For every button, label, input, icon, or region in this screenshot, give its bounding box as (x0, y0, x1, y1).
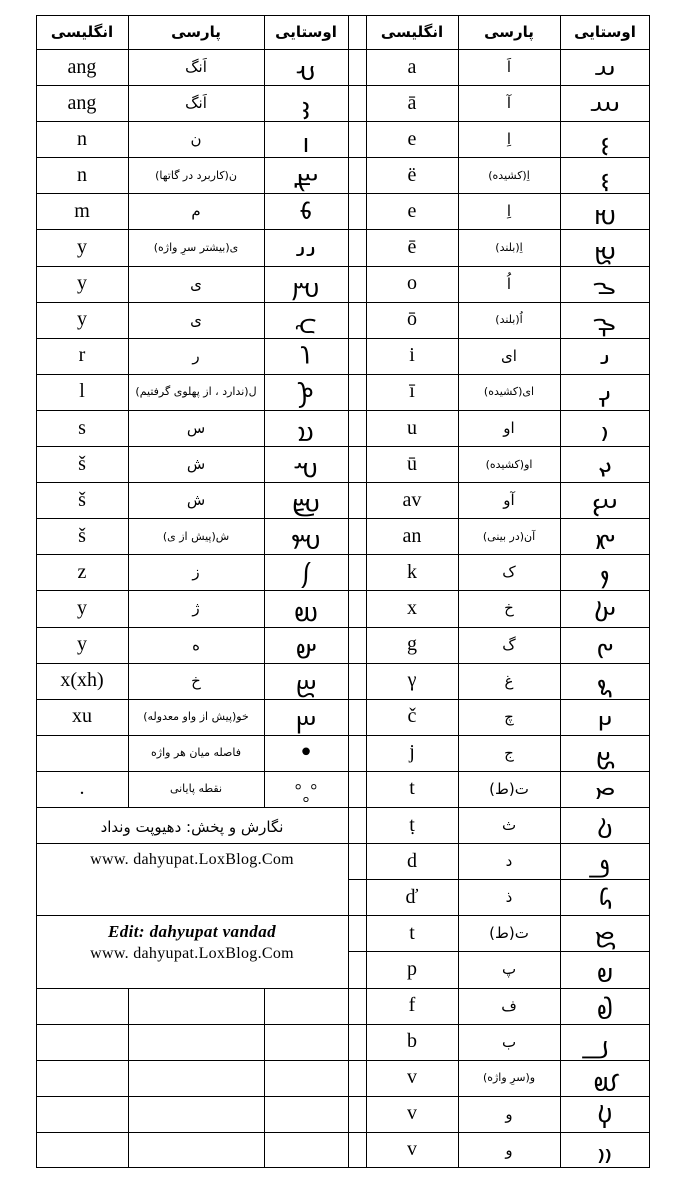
latin-letter: i (409, 344, 415, 367)
avestan-glyph: 𐬑 (594, 595, 616, 626)
row-divider (348, 663, 366, 664)
persian-letter: ج (504, 743, 514, 762)
avestan-glyph: 𐬴 (291, 487, 321, 518)
avestan-glyph: 𐬙 (594, 775, 616, 806)
latin-letter: j (409, 741, 415, 764)
latin-letter: y (77, 596, 87, 619)
persian-letter: او (503, 419, 515, 437)
persian-letter: خو(پیش از واو معدوله) (143, 710, 249, 724)
latin-letter: g (407, 633, 417, 656)
latin-letter: t (409, 777, 415, 800)
persian-letter: ک (502, 563, 516, 582)
avestan-glyph: 𐬯 (298, 415, 314, 445)
avestan-glyph: 𐬖 (597, 667, 613, 698)
latin-letter: e (407, 127, 417, 150)
row-divider (348, 157, 366, 158)
avestan-glyph: 𐬮 (298, 378, 314, 409)
avestan-glyph: 𐬞 (596, 956, 614, 987)
latin-letter: γ (407, 669, 417, 692)
latin-letter: ang (67, 55, 97, 78)
row-divider (348, 49, 366, 50)
header-english: انگلیسی (50, 23, 114, 41)
header-english: انگلیسی (380, 23, 444, 41)
avestan-glyph: 𐬪 (295, 306, 317, 337)
row-divider (348, 446, 366, 447)
header-avestan: اوستایی (275, 23, 337, 41)
latin-letter: o (407, 272, 417, 295)
credit-divider (36, 988, 348, 989)
row-divider (348, 193, 366, 194)
row-divider (348, 771, 366, 772)
persian-letter: و (505, 1140, 513, 1159)
latin-letter (36, 735, 128, 771)
row-divider (348, 482, 366, 483)
row-divider (348, 1024, 366, 1025)
latin-letter: ë (407, 163, 417, 186)
persian-letter: ش (186, 455, 206, 474)
avestan-glyph: 𐬀 (594, 54, 616, 85)
persian-letter: نقطه پایانی (169, 782, 223, 796)
latin-letter: ā (407, 91, 417, 114)
avestan-glyph: 𐬝 (594, 920, 616, 951)
row-divider (348, 518, 366, 519)
latin-letter: n (77, 127, 87, 150)
avestan-glyph: 𐬉 (593, 234, 617, 265)
row-divider (348, 1096, 366, 1097)
persian-letter: د (505, 852, 513, 871)
persian-letter: ل(ندارد ، از پهلوی گرفتیم) (135, 385, 257, 399)
header-persian: پارسی (484, 23, 534, 41)
avestan-glyph: 𐬵 (295, 631, 317, 662)
row-divider (348, 338, 366, 339)
avestan-glyph: • (298, 737, 314, 768)
avestan-glyph: 𐬁 (590, 90, 620, 121)
persian-letter: م (191, 202, 201, 221)
persian-letter: ز (192, 563, 200, 582)
avestan-glyph: 𐬳 (291, 523, 321, 554)
latin-letter: š (78, 452, 86, 475)
row-divider (348, 554, 366, 555)
persian-letter: ژ (192, 599, 200, 618)
row-divider (348, 410, 366, 411)
avestan-glyph: 𐬰 (302, 559, 310, 590)
avestan-glyph: 𐬎𐬎 (597, 1136, 613, 1167)
credit-divider (36, 843, 348, 844)
persian-letter: او(کشیده) (485, 457, 533, 471)
persian-letter: ی (190, 310, 202, 329)
avestan-glyph: 𐬫 (292, 270, 320, 301)
row-divider (348, 915, 366, 916)
avestan-glyph: 𐬚 (596, 812, 614, 843)
persian-letter: ب (501, 1032, 517, 1051)
column-border (264, 988, 265, 1168)
latin-letter: z (77, 560, 87, 583)
row-divider (36, 1060, 348, 1061)
avestan-glyph: 𐬒 (295, 667, 317, 698)
latin-letter: y (77, 308, 87, 331)
persian-letter: فاصله میان هر واژه (151, 746, 241, 760)
persian-letter: ای (501, 346, 517, 365)
avestan-glyph: 𐬈 (593, 198, 617, 229)
latin-letter: x(xh) (60, 669, 104, 692)
row-divider (348, 843, 366, 844)
persian-letter: غ (504, 671, 514, 690)
latin-letter: f (408, 994, 416, 1017)
row-divider (36, 1132, 348, 1133)
avestan-glyph: 𐬓 (295, 703, 317, 734)
avestan-glyph: 𐬄 (594, 523, 616, 554)
row-divider (348, 1132, 366, 1133)
latin-letter: p (407, 957, 417, 980)
alphabet-table (36, 15, 650, 1168)
persian-letter: اِ (506, 202, 512, 221)
latin-letter: xu (72, 705, 92, 728)
avestan-glyph: 𐬬 (597, 1100, 613, 1131)
latin-letter: b (407, 1030, 417, 1053)
avestan-glyph: 𐬨 (299, 198, 313, 229)
persian-letter: ن(کاربرد در گاتها) (155, 168, 237, 182)
avestan-glyph: 𐬌𐬌 (295, 234, 317, 265)
latin-letter: a (407, 55, 417, 78)
avestan-glyph: 𐬗 (597, 703, 613, 734)
latin-letter: v (407, 1066, 417, 1089)
avestan-glyph: 𐬧 (293, 162, 319, 193)
latin-letter: ō (407, 308, 417, 331)
persian-letter: اَنگ (185, 94, 207, 113)
credit-url: www. dahyupat.LoxBlog.Com (90, 850, 294, 868)
row-divider (348, 627, 366, 628)
persian-letter: ر (192, 346, 200, 365)
row-divider (348, 590, 366, 591)
avestan-glyph: 𐬎 (601, 415, 609, 445)
latin-letter: x (407, 596, 417, 619)
row-divider (348, 121, 366, 122)
persian-letter: ذ (505, 888, 513, 907)
avestan-glyph: 𐬏 (598, 451, 612, 482)
credit-line-persian: نگارش و پخش: دهیوپت ونداد (100, 818, 284, 837)
persian-letter: اَنگ (185, 58, 207, 77)
header-avestan: اوستایی (574, 23, 636, 41)
row-divider (348, 374, 366, 375)
latin-letter: ū (407, 452, 417, 475)
latin-letter: u (407, 416, 417, 439)
latin-letter: t (409, 921, 415, 944)
row-divider (348, 266, 366, 267)
latin-letter: r (78, 344, 86, 367)
persian-letter: اُ(بلند) (495, 313, 523, 327)
persian-letter: ی(بیشتر سرِ واژه) (153, 241, 239, 255)
persian-letter: خ (504, 599, 514, 618)
avestan-glyph: 𐬱 (294, 451, 318, 482)
avestan-glyph: 𐬆 (600, 126, 610, 157)
row-divider (348, 699, 366, 700)
persian-letter: ای(کشیده) (483, 385, 535, 399)
latin-letter: . (79, 777, 85, 800)
row-divider (348, 988, 366, 989)
latin-letter: y (77, 272, 87, 295)
column-border (128, 988, 129, 1168)
row-divider (348, 229, 366, 230)
persian-letter: و(سرِ واژه) (482, 1071, 536, 1085)
avestan-glyph: 𐬡 (593, 1064, 617, 1095)
persian-letter: ت(ط) (489, 779, 529, 798)
persian-letter: ه (192, 635, 200, 654)
header-persian: پارسی (171, 23, 221, 41)
persian-letter: اُ (506, 274, 512, 293)
row-divider (348, 879, 366, 880)
avestan-glyph: 𐬊 (594, 270, 616, 301)
avestan-glyph: 𐬲 (293, 595, 319, 626)
latin-letter: ang (67, 91, 97, 114)
persian-letter: ث (501, 816, 517, 835)
avestan-glyph: 𐬣 (296, 54, 316, 85)
persian-letter: ش (186, 491, 206, 510)
persian-letter: ن (190, 130, 202, 149)
persian-letter: ش(پیش از ی) (162, 529, 230, 543)
latin-letter: y (77, 236, 87, 259)
latin-letter: n (77, 163, 87, 186)
persian-letter: ف (501, 996, 517, 1015)
persian-letter: خ (191, 671, 201, 690)
credit-edit-line: Edit: dahyupat vandad (107, 921, 277, 941)
latin-letter: k (407, 560, 417, 583)
row-divider (348, 951, 366, 952)
persian-letter: آن(در بینی) (482, 529, 536, 543)
persian-letter: ت(ط) (489, 924, 529, 943)
avestan-glyph: 𐬔 (596, 631, 614, 662)
latin-letter: s (78, 416, 86, 439)
avestan-glyph: 𐬇 (600, 162, 610, 193)
avestan-glyph: 𐬭 (301, 342, 311, 373)
persian-letter: آو (503, 491, 515, 510)
avestan-glyph: 𐬠 (601, 1028, 609, 1059)
column-border (348, 15, 349, 1168)
latin-letter: l (79, 380, 85, 403)
latin-letter: š (78, 524, 86, 547)
row-divider (348, 1060, 366, 1061)
row-divider (348, 807, 366, 808)
persian-letter: و (505, 1104, 513, 1123)
row-divider (348, 735, 366, 736)
latin-letter: v (407, 1138, 417, 1161)
latin-letter: v (407, 1102, 417, 1125)
latin-letter: ṭ (409, 813, 415, 836)
latin-letter: an (402, 524, 422, 547)
avestan-glyph: 𐬐 (600, 559, 610, 590)
latin-letter: y (77, 633, 87, 656)
credit-url: www. dahyupat.LoxBlog.Com (90, 944, 294, 962)
avestan-glyph: 𐬜 (598, 884, 612, 915)
latin-letter: m (74, 199, 90, 222)
persian-letter: چ (504, 707, 514, 726)
latin-letter: ī (409, 380, 415, 403)
persian-letter: اِ(کشیده) (488, 168, 530, 182)
avestan-glyph: 𐬂 (592, 487, 618, 518)
row-divider (36, 1024, 348, 1025)
credit-divider (36, 915, 348, 916)
avestan-glyph: 𐬛 (599, 848, 611, 879)
avestan-glyph: 𐬾 (294, 775, 318, 806)
avestan-glyph: 𐬢 (301, 90, 311, 121)
avestan-glyph: 𐬋 (594, 306, 616, 337)
latin-letter: č (407, 705, 417, 728)
persian-letter: س (186, 419, 206, 437)
latin-letter: e (407, 199, 417, 222)
avestan-glyph: 𐬘 (596, 739, 614, 770)
row-divider (348, 302, 366, 303)
latin-letter: ē (407, 236, 417, 259)
row-divider (36, 807, 348, 808)
persian-letter: آ (506, 94, 512, 113)
avestan-glyph: 𐬍 (598, 378, 612, 409)
row-divider (348, 85, 366, 86)
row-divider (36, 1096, 348, 1097)
avestan-glyph: 𐬌 (599, 342, 611, 373)
latin-letter: av (402, 488, 422, 511)
latin-letter: d (407, 849, 417, 872)
persian-letter: اِ(بلند) (495, 241, 523, 255)
persian-letter: ی (190, 274, 202, 293)
latin-letter: š (78, 488, 86, 511)
persian-letter: اَ (506, 58, 512, 77)
persian-letter: پ (501, 960, 517, 979)
persian-letter: اِ (506, 130, 512, 149)
avestan-glyph: 𐬥 (302, 126, 310, 157)
latin-letter: ď (405, 885, 419, 908)
avestan-glyph: 𐬟 (596, 992, 614, 1023)
persian-letter: گ (502, 635, 516, 654)
